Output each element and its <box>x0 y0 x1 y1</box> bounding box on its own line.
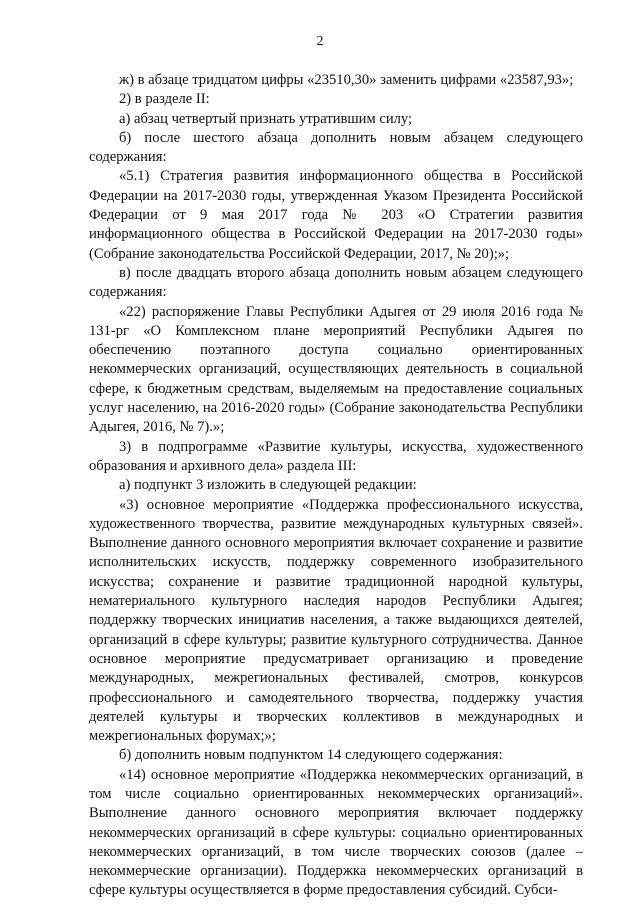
paragraph-quote-5-1: «5.1) Стратегия развития информационного общества в Российской Федерации на 2017-2030 годы, утвержденная Указом Президента Российской Федерации от 9 мая 2017 года № 203 «О Стратегии развития информационного общества в Российской Федерации на 2017-2030 годы» (Собрание законодательства Российской Федерации, 2017, № 20);»; <box>89 168 583 262</box>
paragraph-a-subitem-3: а) подпункт 3 изложить в следующей редакции: <box>119 477 417 494</box>
paragraph-section-2: 2) в разделе II: <box>119 91 210 108</box>
page-number: 2 <box>316 34 324 49</box>
paragraph-b-add-after-sixth: б) после шестого абзаца дополнить новым абзацем следующего содержания: <box>89 129 583 166</box>
document-body <box>89 71 583 901</box>
paragraph-quote-22: «22) распоряжение Главы Республики Адыгея от 29 июля 2016 года № 131-рг «О Комплексном плане мероприятий Республики Адыгея по обеспечению поэтапного доступа социально ориентированных некоммерческих организаций, осуществляющих деятельность в социальной сфере, к бюджетным средствам, выделяемым на предоставление социальных услуг населению, на 2016-2020 годы» (Собрание законодательства Республики Адыгея, 2016, № 7).»; <box>89 303 583 436</box>
paragraph-b-subitem-14: б) дополнить новым подпунктом 14 следующего содержания: <box>119 747 503 764</box>
paragraph-quote-3: «3) основное мероприятие «Поддержка профессионального искусства, художественного творчества, развитие международных культурных связей». Выполнение данного основного мероприятия включает сохранение и развитие исполнительских искусств, поддержку современного изобразительного искусства; сохранение и развитие традиционной народной культуры, нематериального культурного наследия народов Республики Адыгея; поддержку творческих инициатив населения, а также выдающихся деятелей, организаций в сфере культуры; развитие культурного сотрудничества. Данное основное мероприятие предусматривает организацию и проведение международных, межрегиональных фестивалей, смотров, конкурсов профессионального и самодеятельного творчества, поддержку участия деятелей культуры и творческих коллективов в международных и межрегиональных форумах;»; <box>89 496 583 745</box>
paragraph-v-add-after-22: в) после двадцать второго абзаца дополнить новым абзацем следующего содержания: <box>89 264 583 301</box>
paragraph-section-3-subprogram: 3) в подпрограмме «Развитие культуры, искусства, художественного образования и архивного дела» раздела III: <box>89 438 583 474</box>
paragraph-zh-amount-change: ж) в абзаце тридцатом цифры «23510,30» заменить цифрами «23587,93»; <box>119 72 574 88</box>
paragraph-quote-14: «14) основное мероприятие «Поддержка некоммерческих организаций, в том числе социально ориентированных некоммерческих организаций». Выполнение данного основного мероприятия включает поддержку некоммерческих организаций в сфере культуры: социально ориентированных некоммерческих организаций, в том числе творческих союзов (далее – некоммерческие организации). Поддержка некоммерческих организаций в сфере культуры осуществляется в форме предоставления субсидий. Субси- <box>89 766 583 899</box>
paragraph-a-repeal: а) абзац четвертый признать утратившим силу; <box>119 110 413 127</box>
